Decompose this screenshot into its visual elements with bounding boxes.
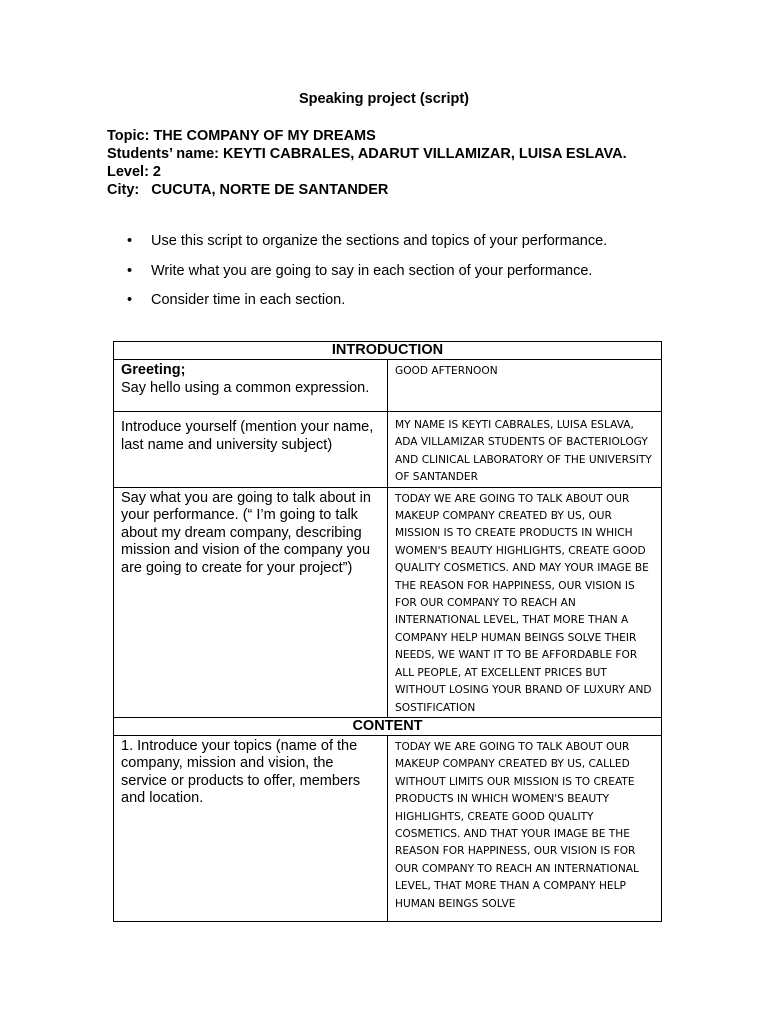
greeting-answer: GOOD AFTERNOON: [388, 360, 662, 412]
talk-about-prompt: Say what you are going to talk about in your performance. (“ I’m going to talk about my dream company, describing mission and vision of the company you are going to create for your project”): [114, 487, 388, 717]
instruction-item: [127, 292, 607, 322]
bullet-icon: •: [127, 262, 133, 279]
page-title: Speaking project (script): [298, 91, 469, 107]
level-line: Level: 2: [107, 164, 161, 180]
bullet-icon: •: [127, 292, 133, 308]
city-line: City: CUCUTA, NORTE DE SANTANDER: [107, 182, 389, 198]
instruction-text: Consider time in each section.: [151, 292, 346, 308]
greeting-instruction: Say hello using a common expression.: [121, 379, 370, 396]
introduce-answer: MY NAME IS KEYTI CABRALES, LUISA ESLAVA, ADA VILLAMIZAR STUDENTS OF BACTERIOLOGY AND CLINICAL LABORATORY OF THE UNIVERSITY OF SANTANDER: [388, 412, 662, 488]
content-header: CONTENT: [114, 717, 662, 735]
topic-line: Topic: THE COMPANY OF MY DREAMS: [107, 128, 376, 144]
talk-about-answer: TODAY WE ARE GOING TO TALK ABOUT OUR MAKEUP COMPANY CREATED BY US, OUR MISSION IS TO CREATE PRODUCTS IN WHICH WOMEN'S BEAUTY HIGHLIGHTS, CREATE GOOD QUALITY COSMETICS. AND MAY YOUR IMAGE BE THE REASON FOR HAPPINESS, OUR VISION IS FOR OUR COMPANY TO REACH AN INTERNATIONAL LEVEL, THAT MORE THAN A COMPANY HELP HUMAN BEINGS SOLVE THEIR NEEDS, WE WANT IT TO BE AFFORDABLE FOR ALL PEOPLE, AT EXCELLENT PRICES BUT WITHOUT LOSING YOUR BRAND OF LUXURY AND SOSTIFICATION: [388, 487, 662, 717]
topics-prompt: 1. Introduce your topics (name of the company, mission and vision, the service or products to offer, members and location.: [114, 735, 388, 921]
instruction-text: Use this script to organize the sections and topics of your performance.: [151, 233, 608, 249]
instruction-text: Write what you are going to say in each section of your performance.: [151, 262, 593, 279]
instructions-list: [127, 233, 607, 322]
bullet-icon: •: [127, 233, 133, 249]
greeting-title: Greeting;: [121, 362, 186, 378]
instruction-item: [127, 263, 607, 293]
introduce-prompt: Introduce yourself (mention your name, last name and university subject): [114, 412, 388, 488]
greeting-prompt-cell: [114, 360, 388, 412]
topics-answer: TODAY WE ARE GOING TO TALK ABOUT OUR MAKEUP COMPANY CREATED BY US, CALLED WITHOUT LIMITS OUR MISSION IS TO CREATE PRODUCTS IN WHICH WOMEN'S BEAUTY HIGHLIGHTS, CREATE GOOD QUALITY COSMETICS. AND THAT YOUR IMAGE BE THE REASON FOR HAPPINESS, OUR VISION IS FOR OUR COMPANY TO REACH AN INTERNATIONAL LEVEL, THAT MORE THAN A COMPANY HELP HUMAN BEINGS SOLVE: [395, 740, 639, 910]
project-info: [107, 127, 627, 199]
topics-answer-cell: [388, 735, 662, 921]
script-table: [113, 341, 662, 922]
students-line: Students’ name: KEYTI CABRALES, ADARUT VILLAMIZAR, LUISA ESLAVA.: [107, 146, 627, 162]
introduction-header: INTRODUCTION: [114, 342, 662, 360]
instruction-item: [127, 233, 607, 263]
